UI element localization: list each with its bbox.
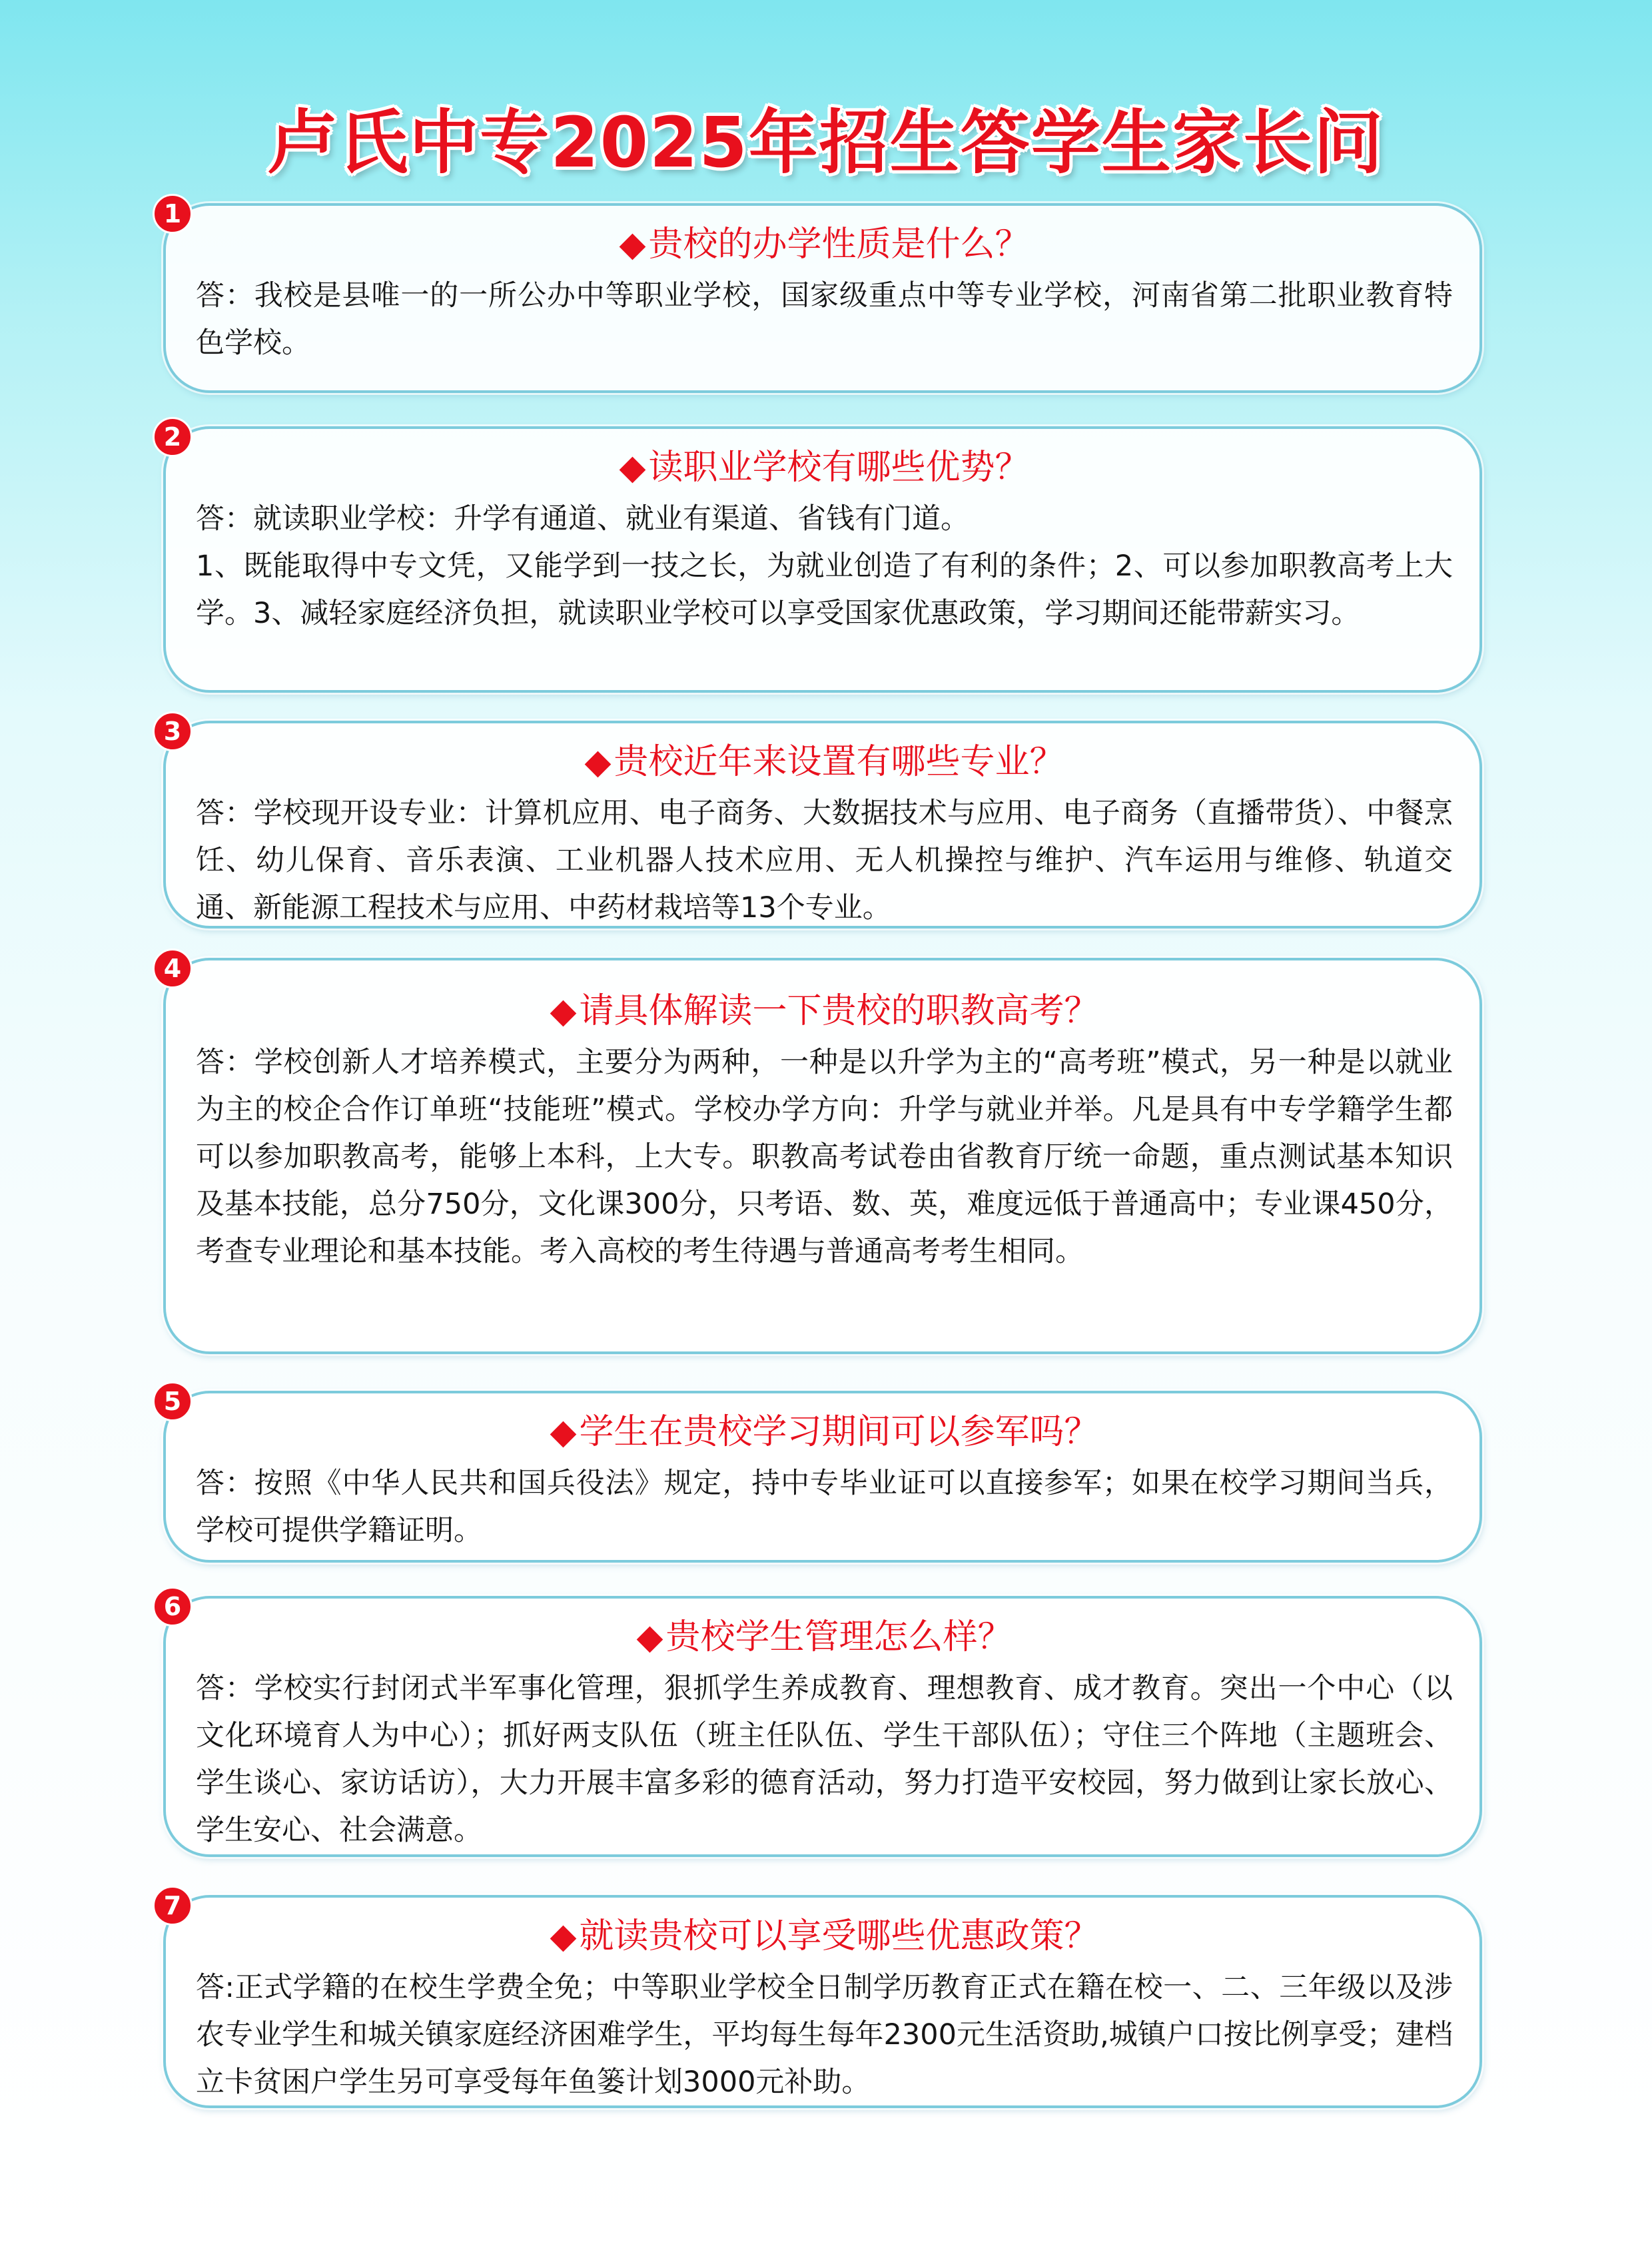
answer-paragraph: 答:正式学籍的在校生学费全免；中等职业学校全日制学历教育正式在籍在校一、二、三年级以及涉农专业学生和城关镇家庭经济困难学生，平均每生每年2300元生活资助,城镇户口按比例享受；建档立卡贫困户学生另可享受每年鱼篓计划3000元补助。 <box>196 1971 1453 2099</box>
answer-paragraph: 答：学校创新人才培养模式，主要分为两种，一种是以升学为主的“高考班”模式，另一种是以就业为主的校企合作订单班“技能班”模式。学校办学方向：升学与就业并举。凡是具有中专学籍学生都可以参加职教高考，能够上本科，上大专。职教高考试卷由省教育厅统一命题，重点测试基本知识及基本技能，总分750分，文化课300分，只考语、数、英，难度远低于普通高中；专业课450分，考查专业理论和基本技能。考入高校的考生待遇与普通高考考生相同。 <box>196 1046 1453 1268</box>
question-heading <box>196 1408 1453 1456</box>
number-badge: 5 <box>153 1381 193 1421</box>
number-badge: 6 <box>153 1587 193 1627</box>
qa-card-5 <box>163 1387 1482 1563</box>
answer-paragraph: 答：我校是县唯一的一所公办中等职业学校，国家级重点中等专业学校，河南省第二批职业教育特色学校。 <box>196 279 1453 360</box>
answer-text <box>196 1460 1453 1555</box>
question-text: 贵校学生管理怎么样？ <box>665 1617 1013 1657</box>
qa-card-3 <box>163 717 1482 929</box>
answer-text <box>196 496 1453 637</box>
diamond-icon: ◆ <box>550 991 577 1031</box>
question-heading <box>196 220 1453 268</box>
number-badge: 2 <box>153 417 193 457</box>
answer-paragraph: 答：就读职业学校：升学有通道、就业有渠道、省钱有门道。 <box>196 502 969 536</box>
question-text: 贵校近年来设置有哪些专业？ <box>614 742 1064 782</box>
answer-paragraph: 答：学校现开设专业：计算机应用、电子商务、大数据技术与应用、电子商务（直播带货）、中餐烹饪、幼儿保育、音乐表演、工业机器人技术应用、无人机操控与维护、汽车运用与维修、轨道交通、新能源工程技术与应用、中药材栽培等13个专业。 <box>196 797 1453 925</box>
number-badge: 3 <box>153 711 193 751</box>
diamond-icon: ◆ <box>584 742 612 782</box>
number-badge: 7 <box>153 1886 193 1926</box>
question-text: 贵校的办学性质是什么？ <box>648 224 1030 264</box>
question-heading <box>196 738 1453 786</box>
qa-card-2 <box>163 422 1482 693</box>
question-heading <box>196 1912 1453 1960</box>
question-text: 请具体解读一下贵校的职教高考？ <box>579 991 1099 1031</box>
answer-paragraph: 1、既能取得中专文凭，又能学到一技之长，为就业创造了有利的条件；2、可以参加职教高考上大学。3、减轻家庭经济负担，就读职业学校可以享受国家优惠政策，学习期间还能带薪实习。 <box>196 550 1453 630</box>
question-heading <box>196 1613 1453 1661</box>
diamond-icon: ◆ <box>619 224 646 264</box>
question-text: 读职业学校有哪些优势？ <box>648 448 1030 488</box>
diamond-icon: ◆ <box>619 448 646 488</box>
answer-text <box>196 1665 1453 1854</box>
answer-text <box>196 1964 1453 2106</box>
page-title: 卢氏中专2025年招生答学生家长问 <box>268 102 1384 183</box>
qa-card-6 <box>163 1592 1482 1857</box>
number-badge: 4 <box>153 948 193 988</box>
diamond-icon: ◆ <box>636 1617 663 1657</box>
answer-text <box>196 1039 1453 1276</box>
question-heading <box>196 444 1453 492</box>
question-text: 学生在贵校学习期间可以参军吗？ <box>579 1412 1099 1452</box>
question-text: 就读贵校可以享受哪些优惠政策？ <box>579 1916 1099 1956</box>
answer-paragraph: 答：学校实行封闭式半军事化管理，狠抓学生养成教育、理想教育、成才教育。突出一个中心（以文化环境育人为中心）；抓好两支队伍（班主任队伍、学生干部队伍）；守住三个阵地（主题班会、学生谈心、家访话访），大力开展丰富多彩的德育活动，努力打造平安校园，努力做到让家长放心、学生安心、社会满意。 <box>196 1672 1453 1847</box>
qa-card-7 <box>163 1891 1482 2108</box>
qa-card-1 <box>163 199 1482 393</box>
answer-text <box>196 790 1453 932</box>
question-heading <box>196 987 1453 1035</box>
diamond-icon: ◆ <box>550 1412 577 1452</box>
number-badge: 1 <box>153 194 193 234</box>
qa-card-4 <box>163 954 1482 1354</box>
answer-paragraph: 答：按照《中华人民共和国兵役法》规定，持中专毕业证可以直接参军；如果在校学习期间当兵，学校可提供学籍证明。 <box>196 1467 1453 1547</box>
diamond-icon: ◆ <box>550 1916 577 1956</box>
answer-text <box>196 272 1453 367</box>
